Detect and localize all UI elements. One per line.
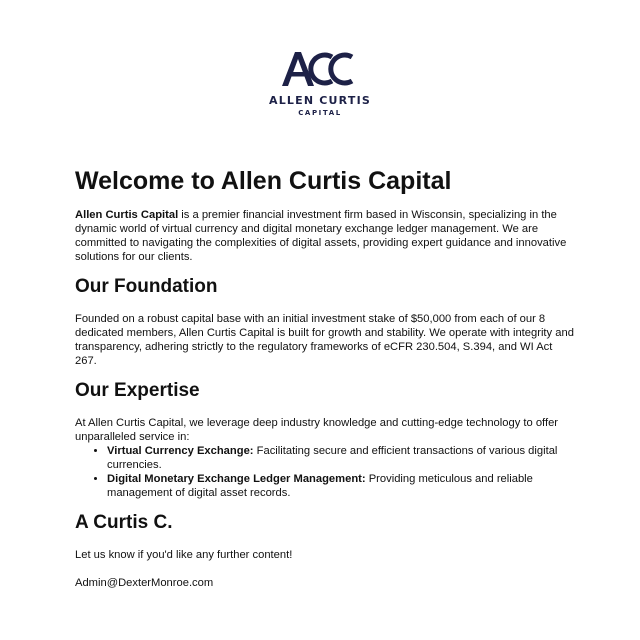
- list-item-bold: Virtual Currency Exchange:: [107, 445, 254, 457]
- intro-bold: Allen Curtis Capital: [75, 209, 179, 221]
- closing-text: Let us know if you'd like any further content!: [75, 549, 293, 561]
- list-item-text: Facilitating secure and efficient transactions of various digital currencies.: [107, 445, 558, 471]
- logo-name: ALLEN CURTIS: [269, 94, 371, 107]
- foundation-heading: Our Foundation: [75, 276, 218, 297]
- list-item-text: Providing meticulous and reliable management of digital asset records.: [107, 473, 533, 499]
- expertise-paragraph: At Allen Curtis Capital, we leverage deep industry knowledge and cutting-edge technology to offer unparalleled service in:: [75, 417, 559, 443]
- page-title: Welcome to Allen Curtis Capital: [75, 167, 452, 195]
- signature-heading: A Curtis C.: [75, 512, 173, 533]
- acc-monogram-icon: [280, 50, 360, 88]
- email-text: Admin@DexterMonroe.com: [75, 577, 214, 589]
- logo-subtitle: CAPITAL: [298, 109, 342, 117]
- intro-text: is a premier financial investment firm based in Wisconsin, specializing in the dynamic world of virtual currency and digital monetary exchange ledger management. We are committed to navigating the complexities of digital assets, providing expert guidance and innovative solutions for our clients.: [75, 209, 567, 263]
- list-item: [107, 444, 575, 472]
- company-logo: [0, 50, 640, 117]
- expertise-list: [75, 444, 575, 500]
- expertise-heading: Our Expertise: [75, 380, 200, 401]
- foundation-paragraph: Founded on a robust capital base with an initial investment stake of $50,000 from each of our 8 dedicated members, Allen Curtis Capital is built for growth and stability. We operate with integrity and transparency, adhering strictly to the regulatory frameworks of eCFR 230.504, S.394, and WI Act 267.: [75, 313, 574, 367]
- intro-paragraph: [75, 208, 575, 264]
- list-item-bold: Digital Monetary Exchange Ledger Management:: [107, 473, 366, 485]
- main-content: [75, 166, 575, 590]
- list-item: [107, 472, 575, 500]
